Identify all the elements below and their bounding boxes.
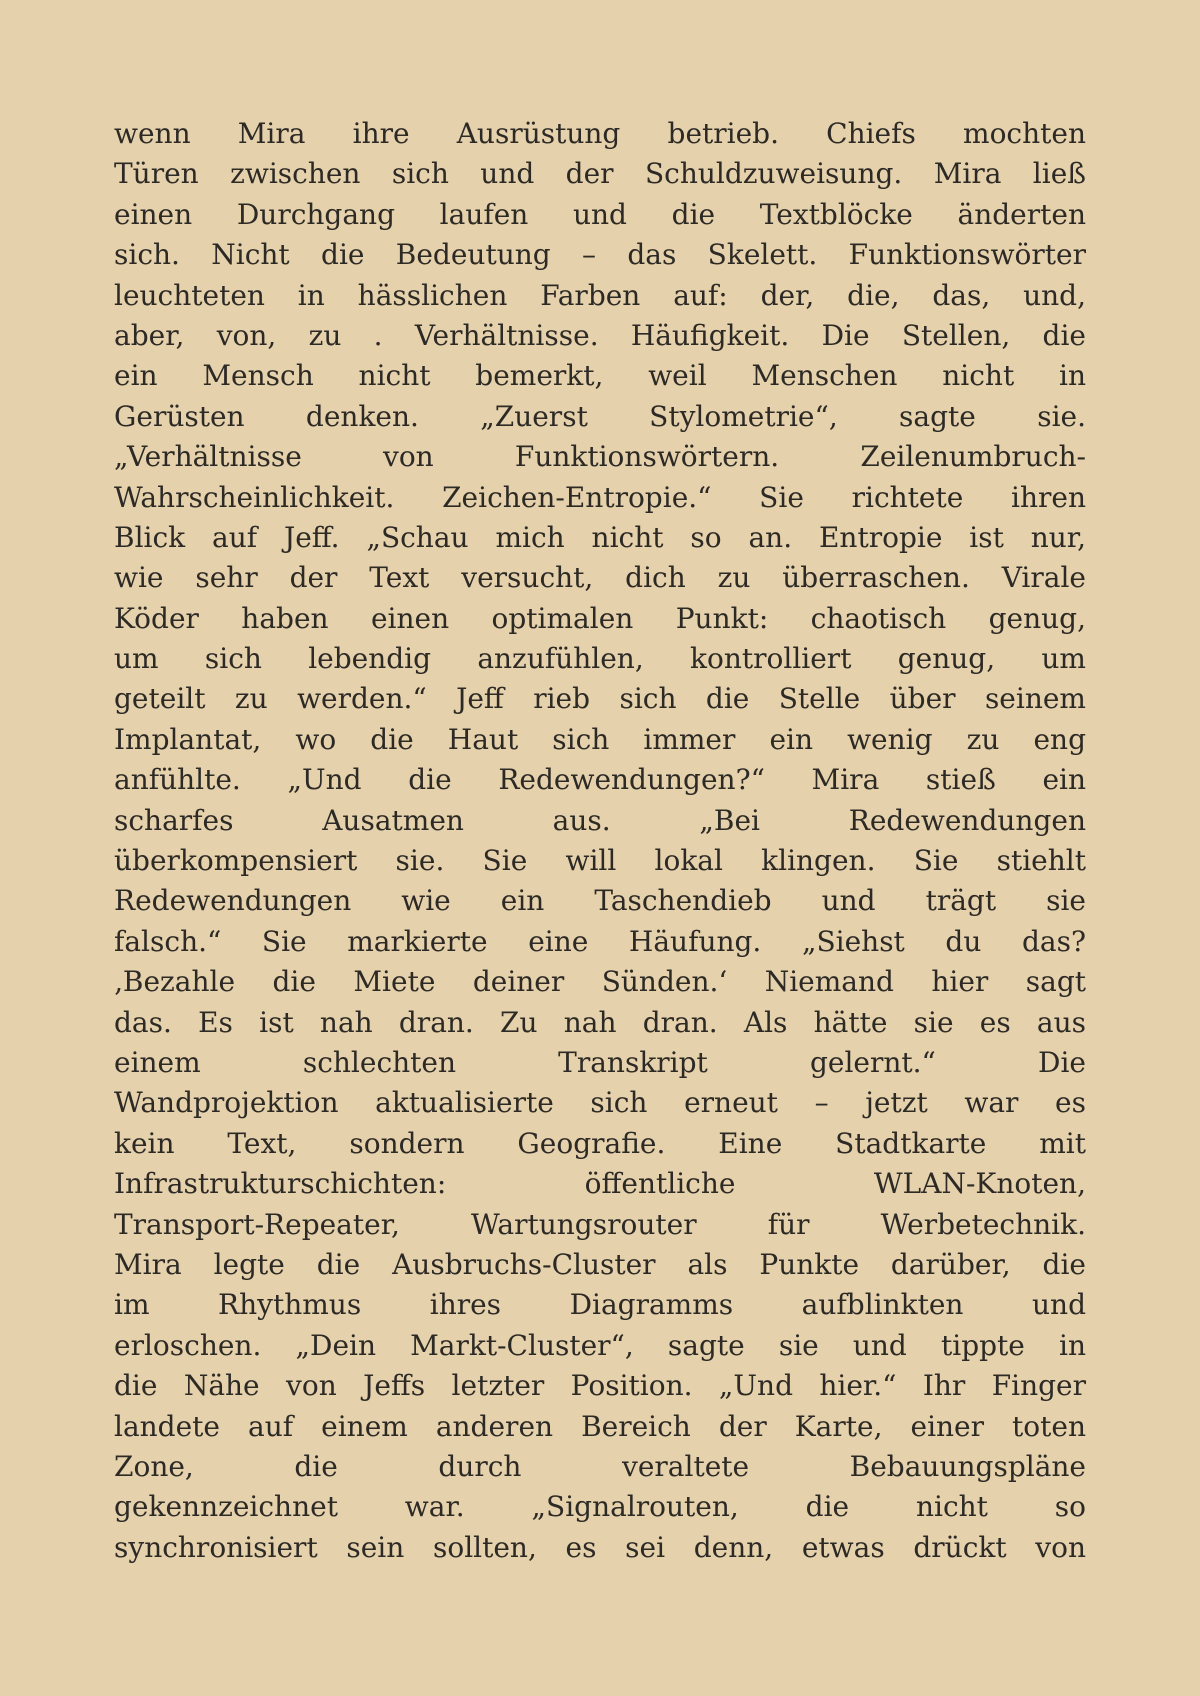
text-line-7: ein Mensch nicht bemerkt, weil Menschen nicht in — [114, 359, 1086, 393]
text-line-18: scharfes Ausatmen aus. „Bei Redewendungen — [114, 803, 1086, 837]
text-line-35: gekennzeichnet war. „Signalrouten, die nicht so — [114, 1490, 1086, 1524]
text-line-34: Zone, die durch veraltete Bebauungspläne — [114, 1449, 1086, 1483]
text-line-9: „Verhältnisse von Funktionswörtern. Zeilenumbruch- — [114, 440, 1086, 474]
text-line-33: landete auf einem anderen Bereich der Karte, einer toten — [114, 1409, 1086, 1443]
text-line-16: Implantat, wo die Haut sich immer ein wenig zu eng — [114, 722, 1086, 756]
text-line-28: Transport-Repeater, Wartungsrouter für Werbetechnik. — [114, 1207, 1086, 1241]
text-line-13: Köder haben einen optimalen Punkt: chaotisch genug, — [114, 601, 1086, 635]
text-line-2: Türen zwischen sich und der Schuldzuweisung. Mira ließ — [114, 157, 1086, 191]
text-line-31: erloschen. „Dein Markt-Cluster“, sagte sie und tippte in — [114, 1328, 1086, 1362]
page-text-block — [114, 114, 1086, 1568]
text-line-17: anfühlte. „Und die Redewendungen?“ Mira stieß ein — [114, 763, 1086, 797]
text-line-4: sich. Nicht die Bedeutung – das Skelett. Funktionswörter — [114, 238, 1086, 272]
text-line-26: kein Text, sondern Geografie. Eine Stadtkarte mit — [114, 1126, 1086, 1160]
text-line-22: ‚Bezahle die Miete deiner Sünden.‘ Niemand hier sagt — [114, 965, 1086, 999]
text-line-14: um sich lebendig anzufühlen, kontrolliert genug, um — [114, 642, 1086, 676]
text-line-15: geteilt zu werden.“ Jeff rieb sich die Stelle über seinem — [114, 682, 1086, 716]
text-line-6: aber, von, zu . Verhältnisse. Häufigkeit. Die Stellen, die — [114, 318, 1086, 352]
text-line-29: Mira legte die Ausbruchs-Cluster als Punkte darüber, die — [114, 1247, 1086, 1281]
text-line-32: die Nähe von Jeffs letzter Position. „Und hier.“ Ihr Finger — [114, 1369, 1086, 1403]
text-line-20: Redewendungen wie ein Taschendieb und trägt sie — [114, 884, 1086, 918]
text-line-25: Wandprojektion aktualisierte sich erneut – jetzt war es — [114, 1086, 1086, 1120]
text-line-19: überkompensiert sie. Sie will lokal klingen. Sie stiehlt — [114, 844, 1086, 878]
text-line-5: leuchteten in hässlichen Farben auf: der, die, das, und, — [114, 278, 1086, 312]
text-line-10: Wahrscheinlichkeit. Zeichen-Entropie.“ Sie richtete ihren — [114, 480, 1086, 514]
text-line-21: falsch.“ Sie markierte eine Häufung. „Siehst du das? — [114, 924, 1086, 958]
text-line-24: einem schlechten Transkript gelernt.“ Die — [114, 1045, 1086, 1079]
text-line-36: synchronisiert sein sollten, es sei denn, etwas drückt von — [114, 1530, 1086, 1564]
text-line-23: das. Es ist nah dran. Zu nah dran. Als hätte sie es aus — [114, 1005, 1086, 1039]
text-line-1: wenn Mira ihre Ausrüstung betrieb. Chiefs mochten — [114, 117, 1086, 150]
text-line-27: Infrastrukturschichten: öffentliche WLAN-Knoten, — [114, 1167, 1086, 1201]
text-line-3: einen Durchgang laufen und die Textblöcke änderten — [114, 197, 1086, 231]
text-line-11: Blick auf Jeff. „Schau mich nicht so an. Entropie ist nur, — [114, 520, 1086, 554]
text-line-8: Gerüsten denken. „Zuerst Stylometrie“, sagte sie. — [114, 399, 1086, 433]
text-line-30: im Rhythmus ihres Diagramms aufblinkten und — [114, 1288, 1086, 1322]
text-line-12: wie sehr der Text versucht, dich zu überraschen. Virale — [114, 561, 1086, 595]
